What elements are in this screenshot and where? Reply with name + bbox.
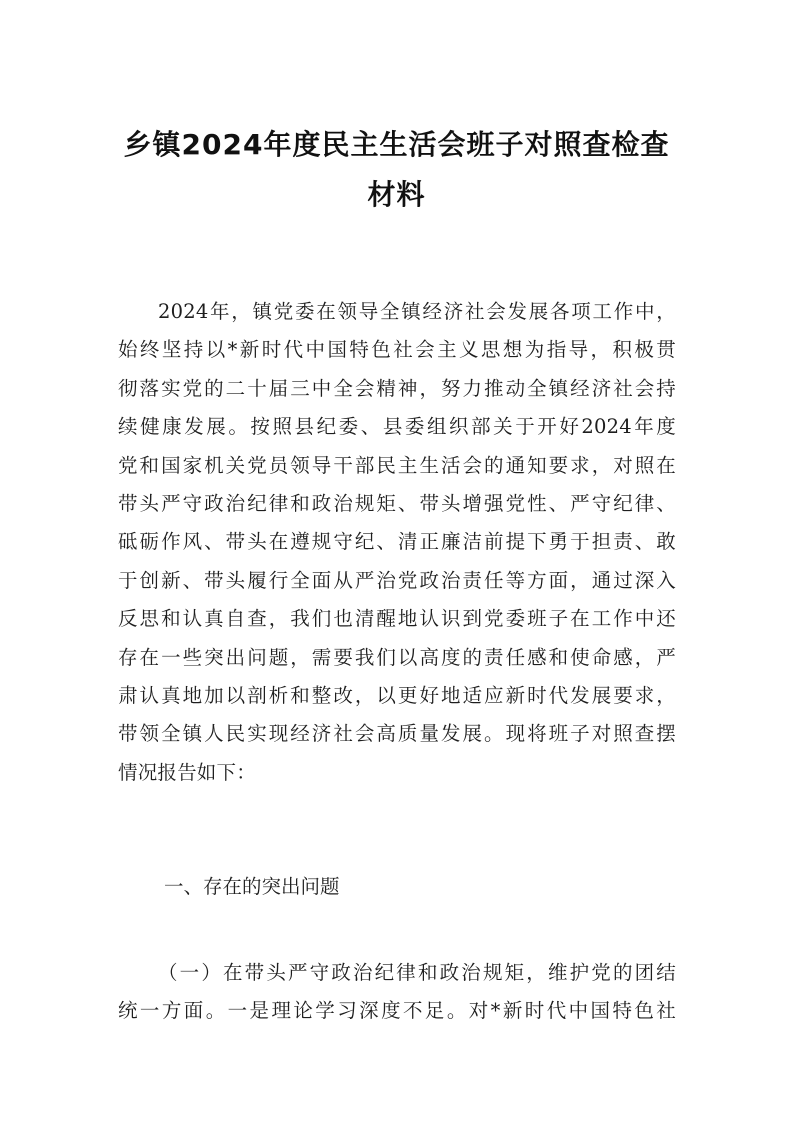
paragraph-line: 党和国家机关党员领导干部民主生活会的通知要求，对照在 [118,453,676,477]
document-title [118,120,675,220]
title-line: 材料 [367,178,426,211]
paragraph-line: 2024年，镇党委在领导全镇经济社会发展各项工作中， [158,300,676,323]
paragraph-line: 肃认真地加以剖析和整改，以更好地适应新时代发展要求， [118,683,676,707]
paragraph-line: 统一方面。一是理论学习深度不足。对*新时代中国特色社 [118,999,676,1023]
paragraph-line: 存在一些突出问题，需要我们以高度的责任感和使命感，严 [118,645,676,669]
paragraph-line: 始终坚持以*新时代中国特色社会主义思想为指导，积极贯 [118,338,676,362]
title-line: 乡镇2024年度民主生活会班子对照查检查 [123,128,670,161]
paragraph-line: 续健康发展。按照县纪委、县委组织部关于开好2024年度 [118,415,676,439]
paragraph-line: 带头严守政治纪律和政治规矩、带头增强党性、严守纪律、 [118,491,676,515]
paragraph-line: 砥砺作风、带头在遵规守纪、清正廉洁前提下勇于担责、敢 [118,530,676,554]
paragraph-line: 彻落实党的二十届三中全会精神，努力推动全镇经济社会持 [118,376,676,400]
paragraph-line: 情况报告如下： [118,760,256,784]
section-paragraph [118,954,676,1031]
section-heading: 一、存在的突出问题 [164,875,340,898]
intro-paragraph [118,293,676,792]
paragraph-line: 反思和认真自查，我们也清醒地认识到党委班子在工作中还 [118,607,676,631]
paragraph-line: 带领全镇人民实现经济社会高质量发展。现将班子对照查摆 [118,722,676,746]
paragraph-line: 于创新、带头履行全面从严治党政治责任等方面，通过深入 [118,568,676,592]
paragraph-line: （一）在带头严守政治纪律和政治规矩，维护党的团结 [158,961,676,984]
